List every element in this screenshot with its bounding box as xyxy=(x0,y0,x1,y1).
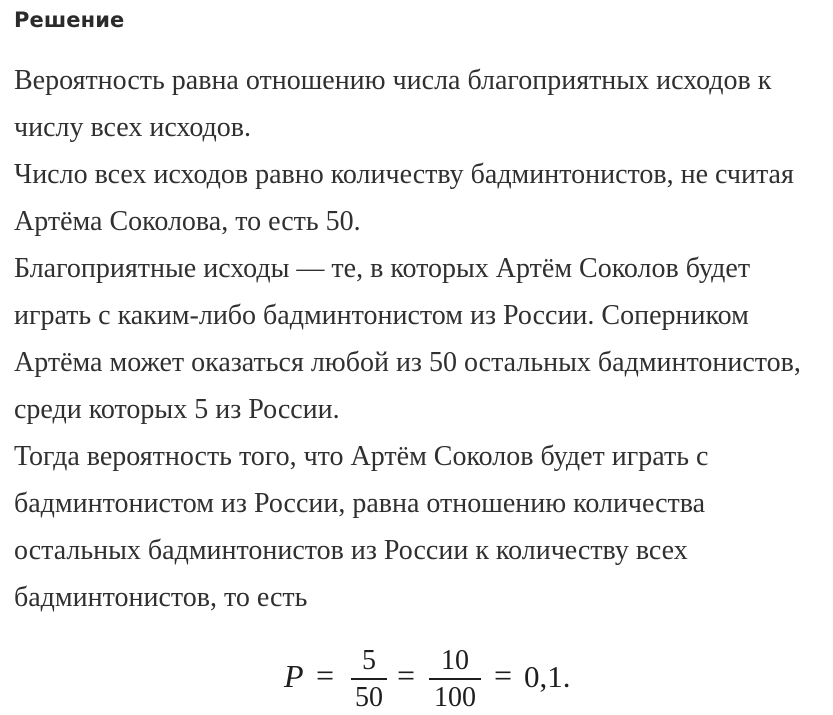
solution-heading: Решение xyxy=(14,8,125,32)
fraction-denominator: 50 xyxy=(355,682,383,713)
paragraph-definition: Вероятность равна отношению числа благоприятных исходов к числу всех исходов. xyxy=(14,65,772,143)
paragraph-favorable-outcomes: Благоприятные исходы — те, в которых Артём Соколов будет играть с каким-либо бадминтонистом из России. Соперником Артёма может оказаться любой из 50 остальных бадминтонистов, среди которых 5 из России. xyxy=(14,253,801,425)
fraction-denominator: 100 xyxy=(434,682,476,713)
formula-variable: P xyxy=(284,658,304,694)
formula-equals-sign: = xyxy=(316,657,335,693)
paragraph-total-outcomes: Число всех исходов равно количеству бадминтонистов, не считая Артёма Соколова, то есть 50. xyxy=(14,159,794,237)
solution-body xyxy=(14,57,826,621)
formula-result: 0,1. xyxy=(524,659,571,694)
formula-fraction-first xyxy=(350,646,388,713)
formula-fraction-second xyxy=(428,646,482,713)
fraction-numerator: 10 xyxy=(441,645,469,676)
formula-equals-sign: = xyxy=(397,657,416,693)
probability-formula xyxy=(0,640,833,712)
formula-equals-sign: = xyxy=(494,657,513,693)
paragraph-conclusion: Тогда вероятность того, что Артём Соколов будет играть с бадминтонистом из России, равна отношению количества остальных бадминтонистов из России к количеству всех бадминтонистов, то есть xyxy=(14,441,709,613)
fraction-bar xyxy=(429,678,481,680)
fraction-numerator: 5 xyxy=(362,645,376,676)
fraction-bar xyxy=(351,678,387,680)
